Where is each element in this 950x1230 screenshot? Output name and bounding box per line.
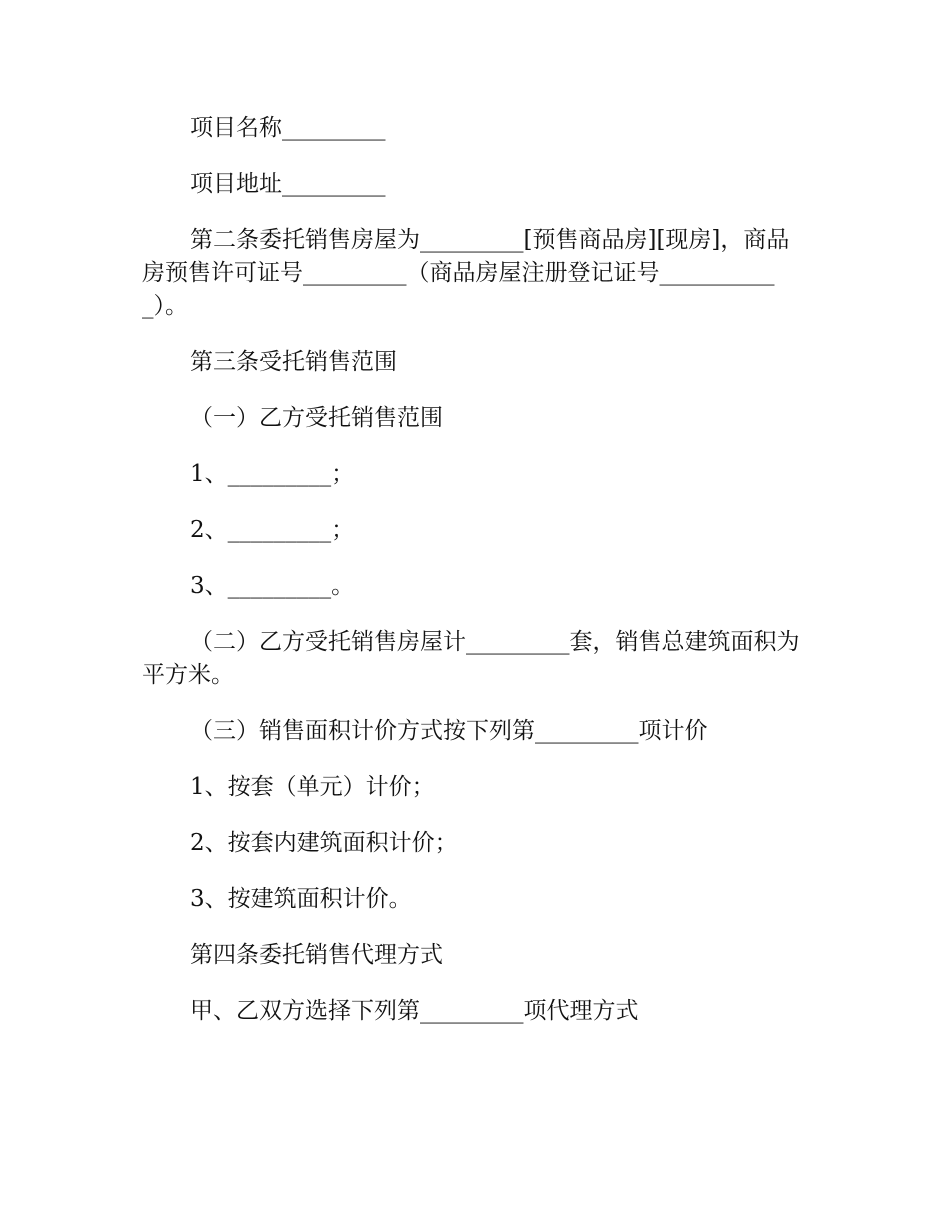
paragraph-section-3: （三）销售面积计价方式按下列第_________项计价 [190, 718, 708, 744]
paragraph-pricing-item-2: 2、按套内建筑面积计价； [190, 830, 458, 856]
paragraph-scope-item-3: 3、_________。 [190, 573, 355, 599]
paragraph-pricing-item-3: 3、按建筑面积计价。 [190, 886, 412, 912]
paragraph-agency-choice: 甲、乙双方选择下列第_________项代理方式 [190, 998, 639, 1024]
paragraph-project-address: 项目地址_________ [190, 171, 386, 197]
paragraph-article-3-heading: 第三条受托销售范围 [190, 349, 397, 375]
document-body [142, 112, 812, 1051]
paragraph-project-name: 项目名称_________ [190, 115, 386, 141]
paragraph-pricing-item-1: 1、按套（单元）计价； [190, 774, 435, 800]
paragraph-scope-item-2: 2、_________； [190, 517, 355, 543]
paragraph-article-4-heading: 第四条委托销售代理方式 [190, 942, 443, 968]
paragraph-scope-item-1: 1、_________； [190, 461, 355, 487]
paragraph-article-2: 第二条委托销售房屋为_________[预售商品房][现房]，商品房预售许可证号_________（商品房屋注册登记证号___________）。 [142, 227, 790, 319]
paragraph-section-2: （二）乙方受托销售房屋计_________套，销售总建筑面积为平方米。 [142, 629, 800, 688]
paragraph-section-1-heading: （一）乙方受托销售范围 [190, 405, 443, 431]
